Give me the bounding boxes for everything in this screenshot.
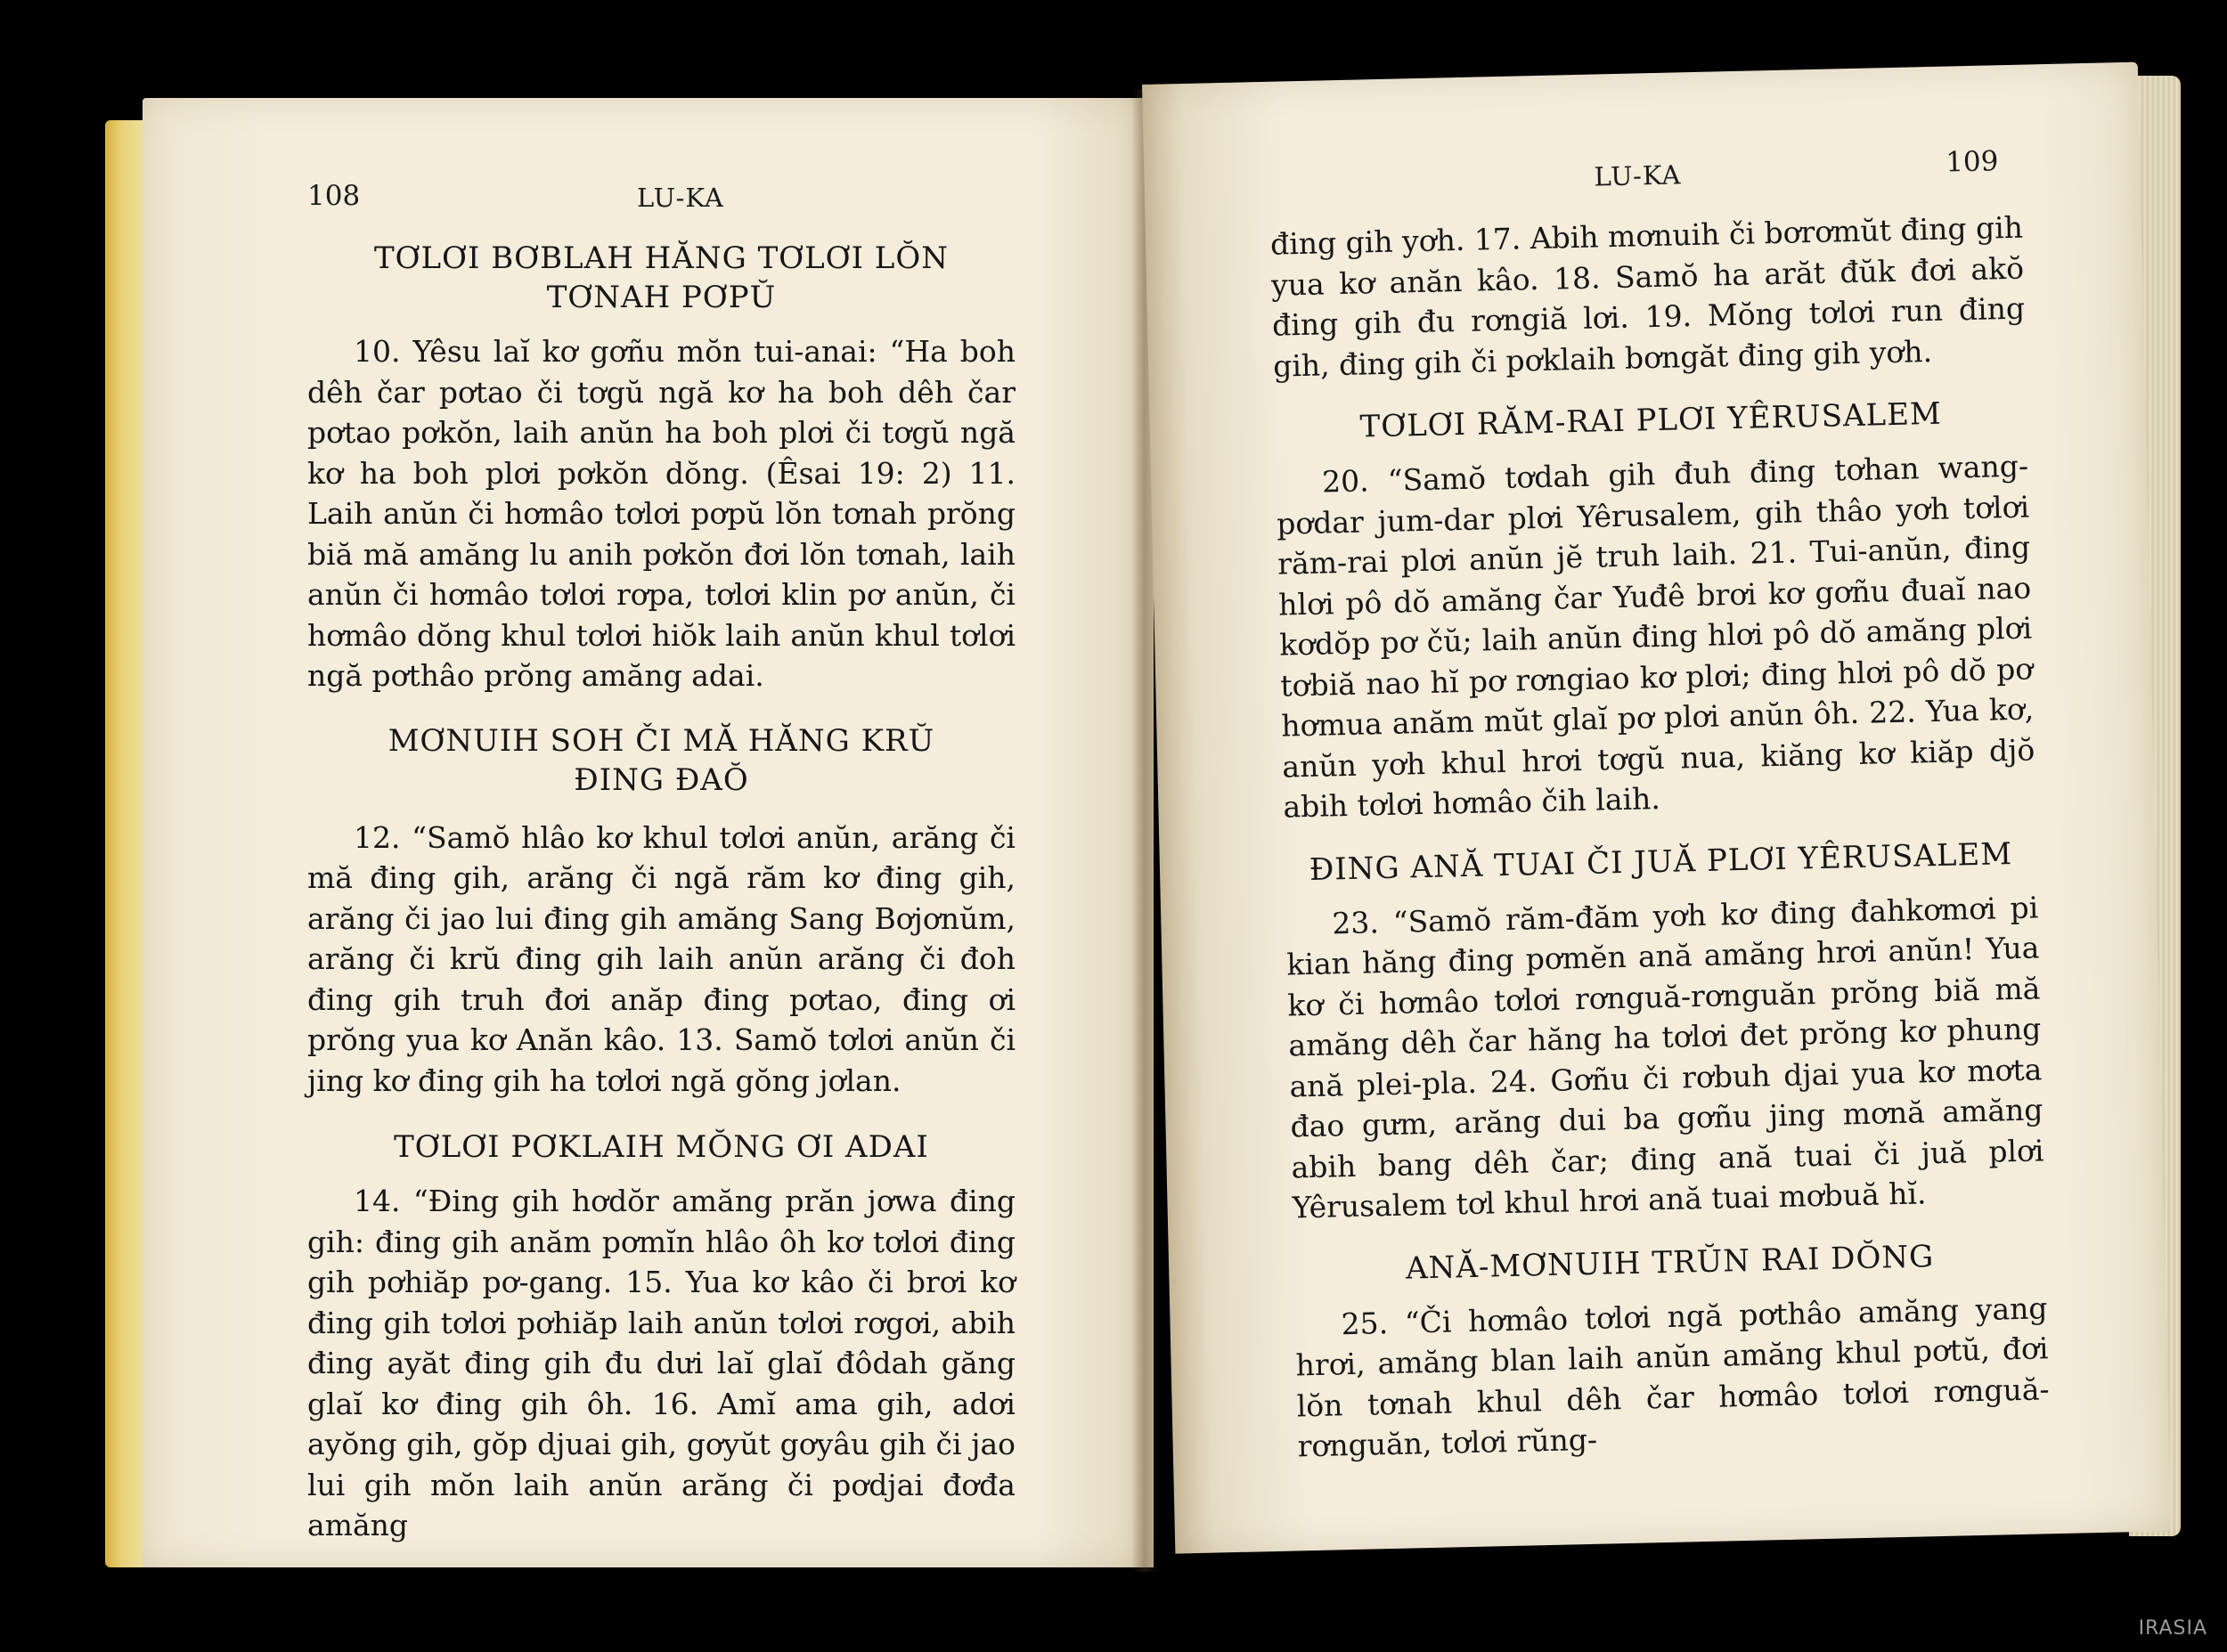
left-page-edges — [105, 120, 148, 1567]
paragraph-verses-12-13: 12. “Samŏ hlâo kơ khul tơlơi anŭn, arăng či mă đing gih, arăng či ngă răm kơ đing gih, arăng či jao lui đing gih amăng Sang Bơjơnŭm, arăng či krŭ đing gih laih anŭn arăng či đoh đing gih truh đơi anăp đing pơtao, đing ơi prŏng yua kơ Anăn kâo. 13. Samŏ tơlơi anŭn či jing kơ đing gih ha tơlơi ngă gŏng jơlan. — [307, 819, 1016, 1098]
heading-toloi-boblah: TƠLƠI BƠBLAH HĂNG TƠLƠI LŎN TƠNAH PƠPŬ — [373, 240, 950, 315]
right-page-number: 109 — [1945, 145, 1999, 179]
right-page-content — [1270, 208, 2051, 1467]
right-running-header: LU-KA — [1594, 159, 1682, 192]
left-page-number: 108 — [307, 180, 361, 212]
heading-toloi-ram-rai: TƠLƠI RĂM-RAI PLƠI YÊRUSALEM — [1359, 395, 1943, 445]
right-page — [1142, 62, 2171, 1554]
heading-ana-monuih: ANĂ-MƠNUIH TRŬN RAI DŎNG — [1405, 1238, 1935, 1287]
paragraph-verses-20-22: 20. “Samŏ tơdah gih đuh đing tơhan wang-pơdar jum-dar plơi Yêrusalem, gih thâo yơh tơlơi răm-rai plơi anŭn jĕ truh laih. 21. Tui-anŭn, đing hlơi pô dŏ amăng čar Yuđê brơi kơ gơñu đuaĭ nao kơdŏp pơ čŭ; laih anŭn đing hlơi pô dŏ amăng plơi tơbiă nao hĭ pơ rơngiao kơ plơi; đing hlơi pô dŏ pơ hơmua anăm mŭt glaĭ pơ plơi anŭn ôh. 22. Yua kơ, anŭn yơh khul hrơi tơgŭ nua, kiăng kơ kiăp djŏ abih tơlơi hơmâo čih laih. — [1276, 448, 2035, 825]
heading-monuih-soh: MƠNUIH SOH ČI MĂ HĂNG KRŬ ĐING ĐAŎ — [387, 722, 935, 798]
left-running-header: LU-KA — [637, 183, 724, 213]
left-page-content — [307, 239, 1016, 1546]
heading-toloi-poklaih: TƠLƠI PƠKLAIH MŎNG ƠI ADAI — [394, 1129, 929, 1165]
paragraph-verses-14-16: 14. “Đing gih hơdŏr amăng prăn jơwa đing gih: đing gih anăm pơmĭn hlâo ôh kơ tơlơi đing gih pơhiăp pơ-gang. 15. Yua kơ kâo či brơi kơ đing gih tơlơi pơhiăp laih anŭn tơlơi rơgơi, abih đing ayăt đing gih đu dưi laĭ glaĭ đôdah găng glaĭ kơ đing gih ôh. 16. Amĭ ama gih, adơi ayŏng gih, gŏp djuai gih, gơyŭt gơyâu gih či jao lui gih mŏn laih anŭn arăng či pơdjai đơđa amăng — [307, 1184, 1016, 1542]
paragraph-verses-10-11: 10. Yêsu laĭ kơ gơñu mŏn tui-anai: “Ha boh dêh čar pơtao či tơgŭ ngă kơ ha boh dêh čar pơtao pơkŏn, laih anŭn ha boh plơi či tơgŭ ngă kơ ha boh plơi pơkŏn dŏng. (Êsai 19: 2) 11. Laih anŭn či hơmâo tơlơi pơpŭ lŏn tơnah prŏng biă mă amăng lu anih pơkŏn đơi lŏn tơnah, laih anŭn či hơmâo tơlơi rơpa, tơlơi klin pơ anŭn, či hơmâo dŏng khul tơlơi hiŏk laih anŭn khul tơlơi ngă pơthâo prŏng amăng adai. — [307, 334, 1016, 693]
paragraph-verses-23-24: 23. “Samŏ răm-đăm yơh kơ đing đahkơmơi pi kian hăng đing pơmĕn ană amăng hrơi anŭn! Yua kơ či hơmâo tơlơi rơnguă-rơnguăn prŏng biă mă amăng dêh čar hăng ha tơlơi đet prŏng kơ phung ană plei-pla. 24. Gơñu či rơbuh djai yua kơ mơta đao gưm, arăng dui ba gơñu jing mơnă amăng abih bang dêh čar; đing ană tuai či juă plơi Yêrusalem tơl khul hrơi ană tuai mơbuă hĭ. — [1286, 889, 2044, 1225]
heading-ding-ana-tuai: ĐING ANĂ TUAI ČI JUĂ PLƠI YÊRUSALEM — [1309, 835, 2013, 888]
left-page — [143, 98, 1154, 1567]
paragraph-verses-17-19: đing gih yơh. 17. Abih mơnuih či bơrơmŭt đing gih yua kơ anăn kâo. 18. Samŏ ha arăt đŭk đơi akŏ đing gih đu rơngiă lơi. 19. Mŏng tơlơi run đing gih, đing gih či pơklaih bơngăt đing gih yơh. — [1269, 209, 2026, 384]
source-watermark: IRASIA — [2138, 1617, 2207, 1640]
paragraph-verse-25: 25. “Či hơmâo tơlơi ngă pơthâo amăng yang hrơi, amăng blan laih anŭn amăng khul pơtŭ, đơi lŏn tơnah khul dêh čar hơmâo tơlơi rơnguă-rơnguăn, tơlơi rŭng- — [1295, 1290, 2050, 1464]
